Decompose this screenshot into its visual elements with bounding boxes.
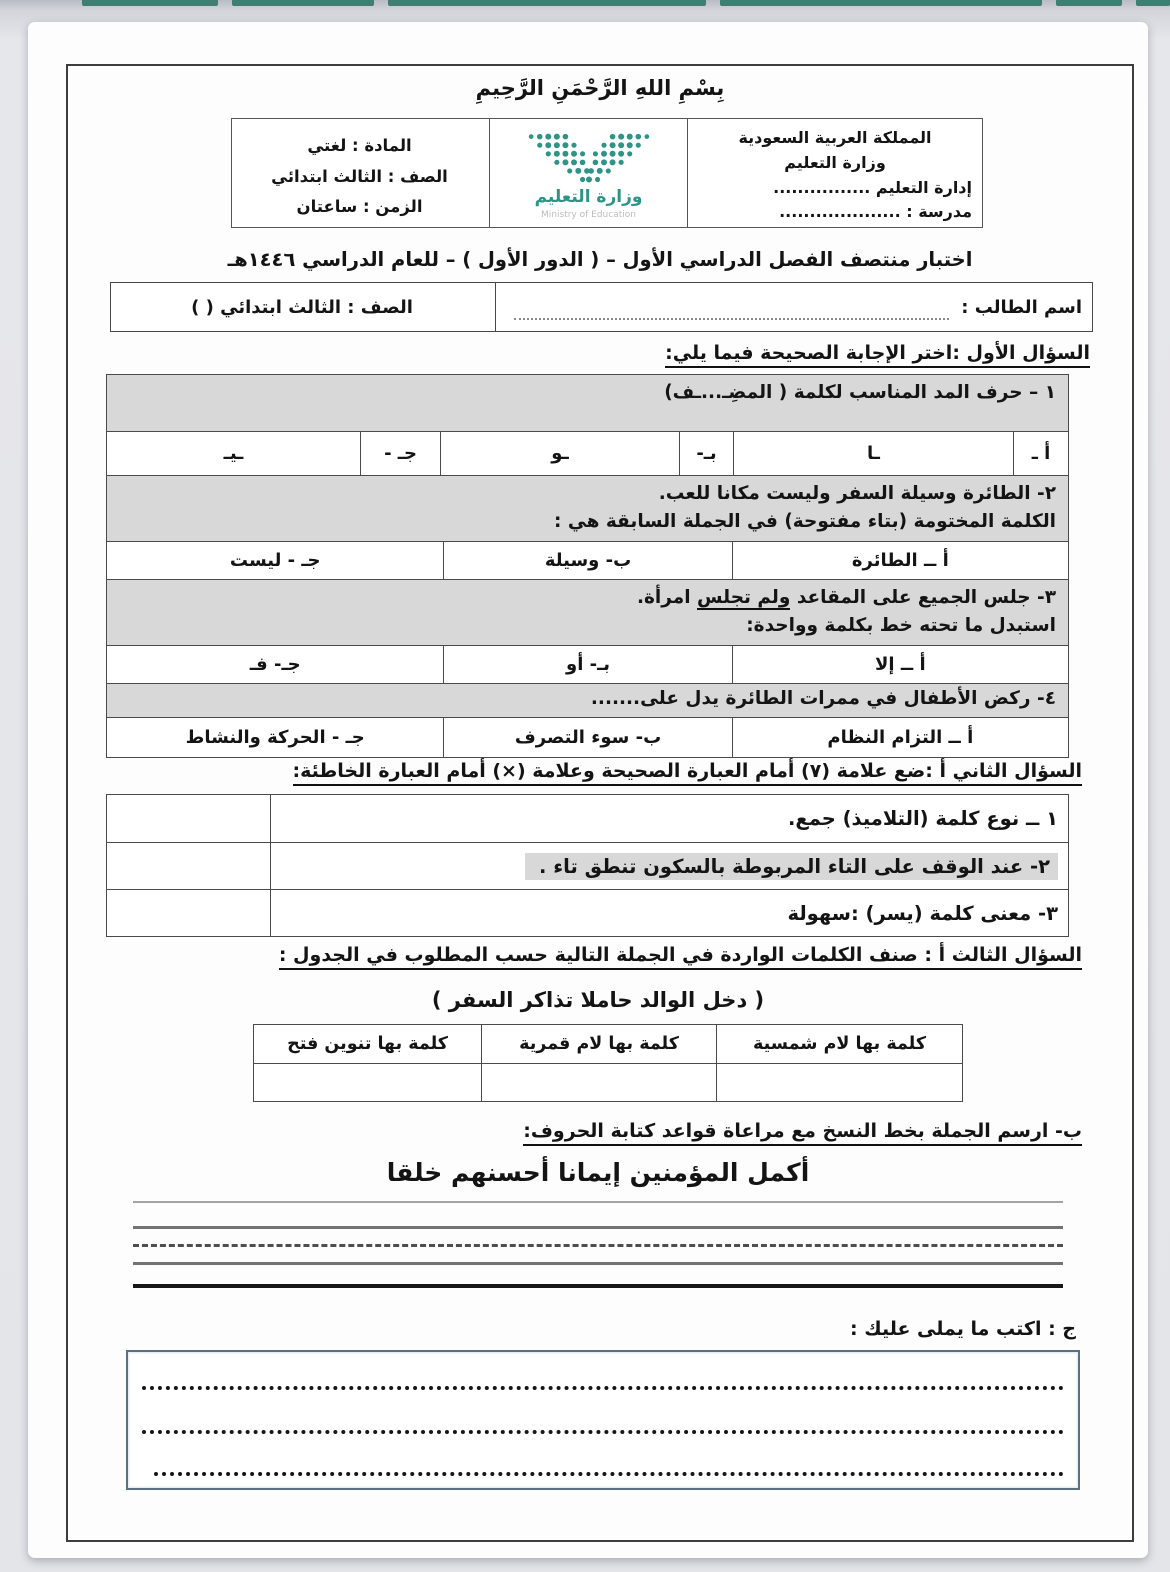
dictation-dotted-line-2 [142, 1430, 1064, 1434]
moe-logo-arabic-wordmark: وزارة التعليم [534, 186, 643, 207]
s3-header-sun-lam: كلمة بها لام شمسية [716, 1025, 962, 1063]
s3-answer-cell-3 [254, 1064, 481, 1101]
q3-stem-row [107, 579, 1068, 645]
s2-answer-box-2 [107, 843, 270, 889]
subject-line: المادة : لغتي [307, 136, 412, 155]
student-name-cell [495, 283, 1092, 331]
toolbar-segment [388, 0, 706, 6]
q3-line1: ٣- جلس الجميع على المقاعد ولم تجلس امرأة. [636, 587, 1056, 608]
q4-option-b: ب- سوء التصرف [443, 718, 731, 757]
s2-statement-1: ١ ــ نوع كلمة (التلاميذ) جمع. [270, 795, 1068, 842]
s3-answer-row [254, 1063, 962, 1101]
section5-title: ج : اكتب ما يملى عليك : [850, 1318, 1076, 1340]
edu-admin-line: إدارة التعليم ................ [773, 177, 972, 197]
grade-line: الصف : الثالث ابتدائي [271, 166, 448, 186]
exam-title: اختبار منتصف الفصل الدراسي الأول – ( الدور الأول ) – للعام الدراسي ١٤٤٦هـ [227, 248, 973, 271]
section2-truefalse-table [106, 794, 1069, 937]
student-name-label: اسم الطالب : [961, 296, 1082, 318]
q2-stem-row [107, 475, 1068, 541]
ministry-line: وزارة التعليم [784, 152, 886, 172]
q3-underlined-words: ولم تجلس [697, 587, 791, 608]
q4-option-a: أ ــ التزام النظام [732, 718, 1068, 757]
ministry-of-education-logo [489, 119, 687, 227]
q4-stem-row [107, 683, 1068, 717]
q3-option-c: جـ- فـ [249, 654, 301, 675]
kingdom-line: المملكة العربية السعودية [738, 128, 932, 147]
q2-option-b: ب- وسيلة [443, 542, 731, 579]
section3-classification-table [253, 1024, 963, 1102]
top-edge-cropped-toolbar [0, 0, 1170, 8]
s2-statement-3: ٣- معنى كلمة (يسر) :سهولة [270, 890, 1068, 936]
q3-options-row [107, 645, 1068, 683]
q1-option-a-letter: أ ـ [1013, 432, 1068, 475]
bismillah-text: بِسْمِ اللهِ الرَّحْمَنِ الرَّحِيمِ [475, 76, 725, 100]
section4-copy-sentence: أكمل المؤمنين إيمانا أحسنهم خلقا [386, 1158, 810, 1187]
q1-option-b-value: ـو [440, 432, 679, 475]
handwriting-dashed-guide-line [133, 1244, 1063, 1247]
dictation-answer-box [126, 1350, 1080, 1490]
handwriting-baseline-thick [133, 1284, 1063, 1288]
toolbar-segment [720, 0, 1042, 6]
student-class-cell: الصف : الثالث ابتدائي ( ) [191, 296, 413, 318]
moe-logo-english-wordmark: Ministry of Education [541, 209, 636, 220]
s3-answer-cell-2 [481, 1064, 716, 1101]
subject-info-cell [230, 119, 489, 227]
dictation-dotted-line-1 [142, 1386, 1064, 1390]
exam-header-table [231, 118, 983, 228]
q2-option-c: جـ - ليست [229, 550, 321, 571]
q4-option-c: جـ - الحركة والنشاط [185, 727, 365, 748]
s2-row-1 [107, 795, 1068, 842]
s2-statement-2: ٢- عند الوقف على التاء المربوطة بالسكون تنطق تاء . [270, 843, 1068, 889]
section1-questions-table [106, 374, 1069, 758]
s3-header-tanween: كلمة بها تنوين فتح [287, 1034, 448, 1054]
s3-header-moon-lam: كلمة بها لام قمرية [481, 1025, 716, 1063]
q2-option-a: أ ــ الطائرة [732, 542, 1068, 579]
q3-option-b: بـ- أو [443, 646, 731, 683]
q2-line1: ٢- الطائرة وسيلة السفر وليست مكانا للعب. [658, 483, 1056, 504]
q3-option-a: أ ــ إلا [732, 646, 1068, 683]
q4-text: ٤- ركض الأطفال في ممرات الطائرة يدل على....... [590, 688, 1056, 709]
s2-row-2 [107, 842, 1068, 889]
student-name-blank-line [514, 308, 949, 320]
section3-title: السؤال الثالث أ : صنف الكلمات الواردة في الجملة التالية حسب المطلوب في الجدول : [279, 944, 1082, 966]
student-info-table [110, 282, 1093, 332]
school-line: مدرسة : .................... [779, 202, 972, 222]
s3-answer-cell-1 [716, 1064, 962, 1101]
q1-stem-row [107, 375, 1068, 431]
section1-title: السؤال الأول :اختر الإجابة الصحيحة فيما يلي: [665, 342, 1090, 364]
q1-text: ١ – حرف المد المناسب لكلمة ( المضِـ...ـف) [664, 382, 1056, 403]
exam-content-frame [66, 64, 1134, 1542]
q2-options-row [107, 541, 1068, 579]
toolbar-segment [82, 0, 218, 6]
q4-options-row [107, 717, 1068, 757]
section3-sentence: ( دخل الوالد حاملا تذاكر السفر ) [431, 988, 765, 1012]
handwriting-line-2 [133, 1226, 1063, 1229]
section4-title: ب- ارسم الجملة بخط النسخ مع مراعاة قواعد كتابة الحروف: [523, 1120, 1082, 1142]
handwriting-line-1 [133, 1201, 1063, 1203]
q1-option-c-letter: جـ - [360, 432, 440, 475]
kingdom-ministry-cell [687, 119, 982, 227]
s2-row-3 [107, 889, 1068, 936]
q1-option-b-letter: بـ- [679, 432, 733, 475]
section2-title: السؤال الثاني أ :ضع علامة (٧) أمام العبارة الصحيحة وعلامة (×) أمام العبارة الخاطئة: [293, 760, 1082, 782]
q1-options-row [107, 431, 1068, 475]
toolbar-segment [232, 0, 374, 6]
toolbar-segment [1056, 0, 1122, 6]
dictation-dotted-line-3 [154, 1472, 1064, 1476]
s2-answer-box-3 [107, 890, 270, 936]
time-line: الزمن : ساعتان [296, 197, 423, 217]
q1-option-c-value: ـيـ [223, 443, 244, 464]
moe-logo-dots-icon [514, 129, 664, 185]
s3-header-row [254, 1025, 962, 1063]
s2-answer-box-1 [107, 795, 270, 842]
toolbar-segment [1136, 0, 1170, 6]
q3-line2: استبدل ما تحته خط بكلمة وواحدة: [746, 615, 1056, 636]
handwriting-line-3 [133, 1262, 1063, 1265]
exam-paper-sheet [28, 22, 1148, 1558]
q2-line2: الكلمة المختومة (بتاء مفتوحة) في الجملة السابقة هي : [554, 511, 1056, 532]
q1-option-a-value: ـا [733, 432, 1013, 475]
